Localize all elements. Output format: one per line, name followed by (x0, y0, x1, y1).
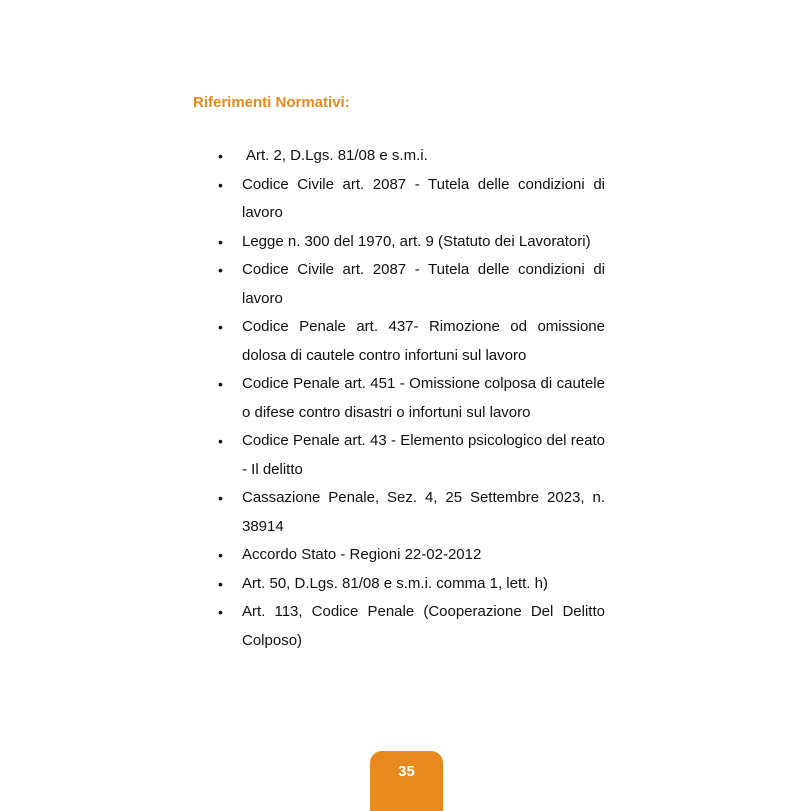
references-list (218, 142, 605, 655)
reference-text: Art. 2, D.Lgs. 81/08 e s.m.i. (246, 147, 428, 164)
page-number-tab (370, 751, 443, 811)
reference-item (218, 427, 605, 484)
reference-item (218, 171, 605, 228)
bullet-icon: • (218, 433, 223, 449)
bullet-icon: • (218, 148, 223, 164)
reference-text: Art. 113, Codice Penale (Cooperazione Del Delitto Colposo) (242, 603, 605, 649)
reference-item (218, 370, 605, 427)
section-heading: Riferimenti Normativi: (193, 94, 350, 111)
reference-text: Codice Penale art. 43 - Elemento psicologico del reato - Il delitto (242, 432, 605, 478)
reference-text: Art. 50, D.Lgs. 81/08 e s.m.i. comma 1, lett. h) (242, 574, 548, 592)
bullet-icon: • (218, 233, 223, 250)
reference-text: Codice Penale art. 437- Rimozione od omissione dolosa di cautele contro infortuni sul lavoro (242, 318, 605, 364)
reference-text: Legge n. 300 del 1970, art. 9 (Statuto dei Lavoratori) (242, 232, 591, 250)
reference-text: Cassazione Penale, Sez. 4, 25 Settembre 2023, n. 38914 (242, 489, 605, 535)
reference-item (218, 598, 605, 655)
bullet-icon: • (218, 176, 223, 193)
reference-item (218, 313, 605, 370)
bullet-icon: • (218, 319, 223, 335)
reference-item (218, 256, 605, 313)
reference-text: Codice Penale art. 451 - Omissione colposa di cautele o difese contro disastri o infortuni sul lavoro (242, 375, 605, 421)
reference-text: Codice Civile art. 2087 - Tutela delle condizioni di lavoro (242, 261, 605, 307)
reference-text: Codice Civile art. 2087 - Tutela delle condizioni di lavoro (242, 175, 605, 221)
reference-item (218, 484, 605, 541)
bullet-icon: • (218, 490, 223, 506)
bullet-icon: • (218, 547, 223, 563)
reference-item (218, 570, 605, 599)
reference-item (218, 541, 605, 570)
bullet-icon: • (218, 604, 223, 620)
bullet-icon: • (218, 575, 223, 592)
bullet-icon: • (218, 376, 223, 392)
reference-text: Accordo Stato - Regioni 22-02-2012 (242, 546, 482, 563)
page-number: 35 (398, 763, 415, 780)
reference-item (218, 228, 605, 257)
bullet-icon: • (218, 262, 223, 278)
reference-item (218, 142, 605, 171)
